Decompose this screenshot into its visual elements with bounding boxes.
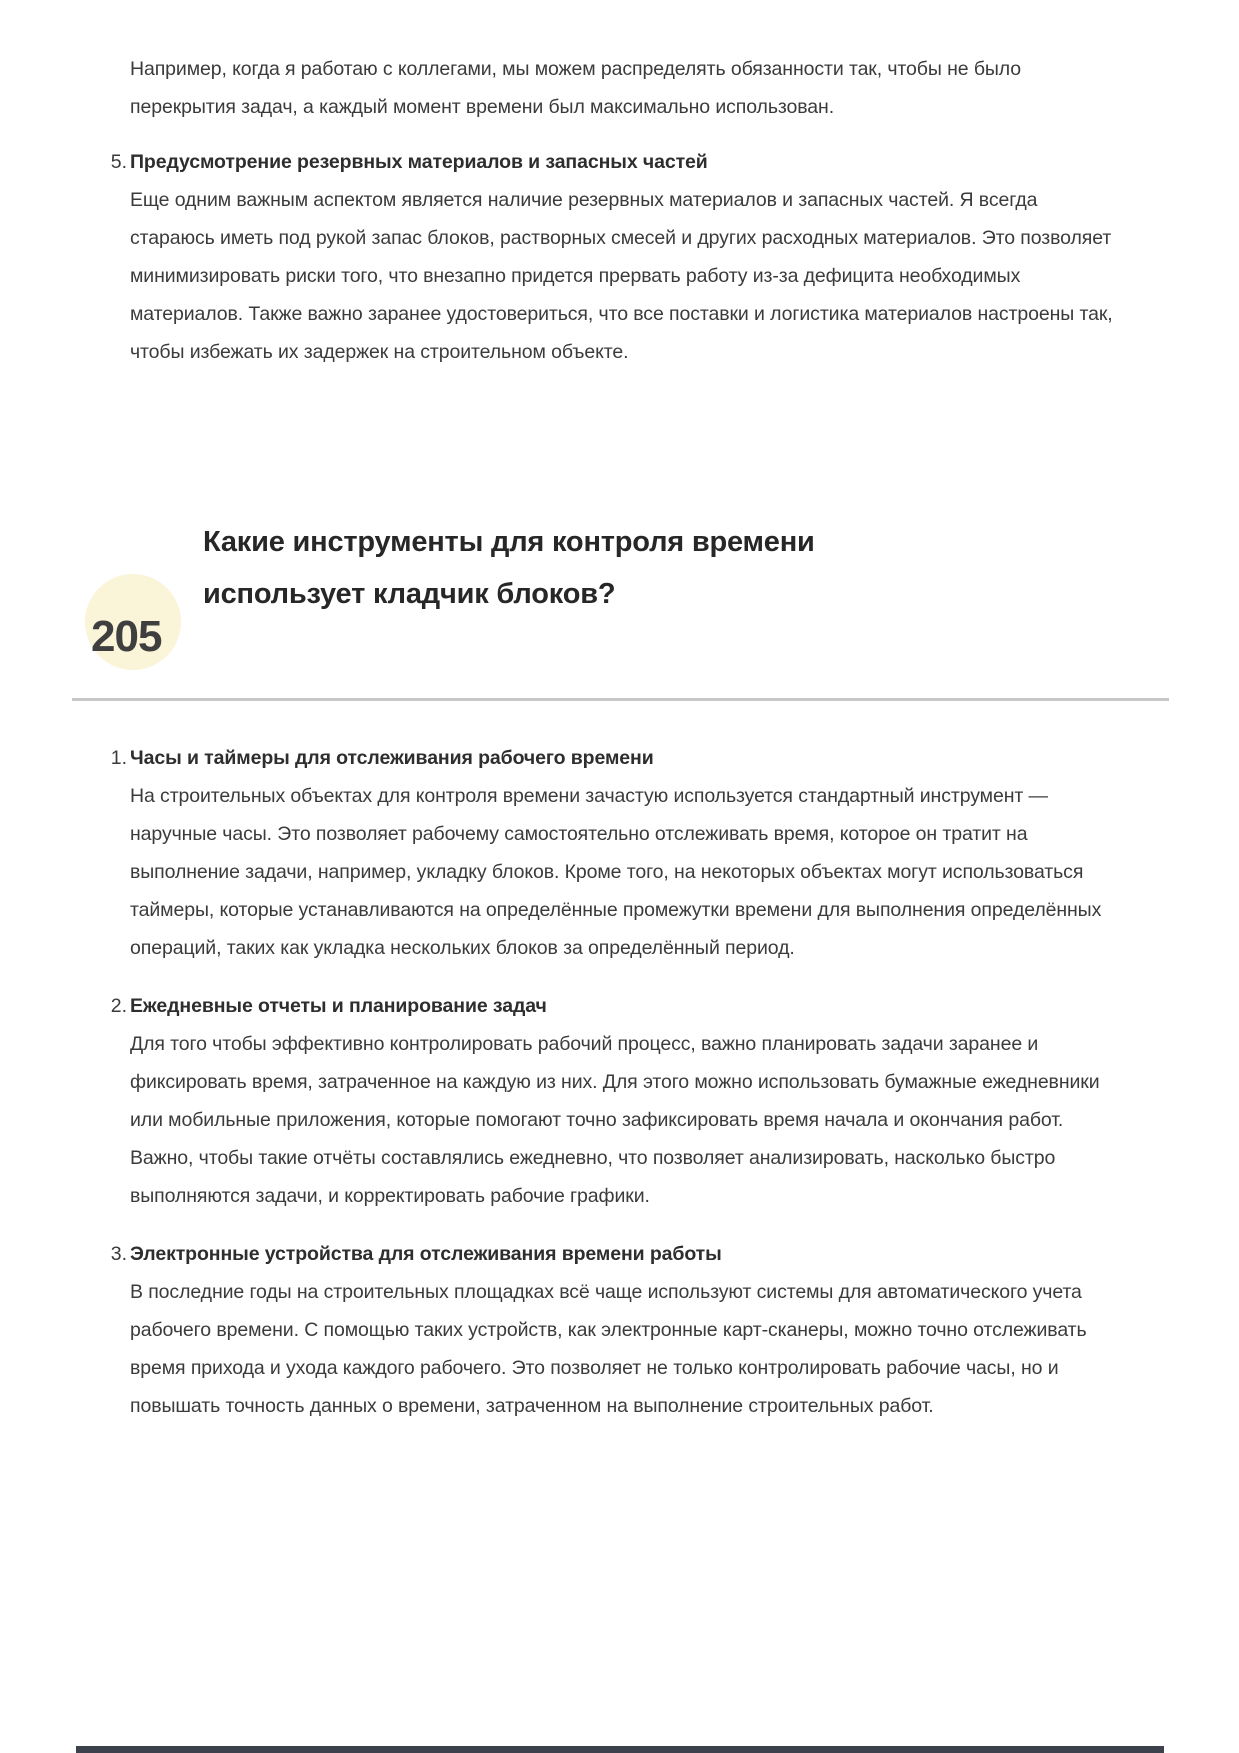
list-item-content	[130, 739, 1114, 967]
list-item-title: Часы и таймеры для отслеживания рабочего времени	[130, 747, 654, 769]
list-item-title: Предусмотрение резервных материалов и запасных частей	[130, 151, 708, 173]
list-item-body: Еще одним важным аспектом является наличие резервных материалов и запасных частей. Я всегда стараюсь иметь под рукой запас блоков, растворных смесей и других расходных материалов. Это позволяет минимизировать риски того, что внезапно придется прервать работу из-за дефицита необходимых материалов. Также важно заранее удостовериться, что все поставки и логистика материалов настроены так, чтобы избежать их задержек на строительном объекте.	[130, 189, 1113, 363]
list-item-content	[130, 987, 1114, 1215]
list-number: 2.	[110, 995, 127, 1017]
list-number: 1.	[110, 747, 127, 769]
list-item-content	[130, 143, 1114, 371]
next-section-top-edge	[76, 1746, 1164, 1753]
list-item-1	[103, 739, 1114, 967]
list-item-title: Электронные устройства для отслеживания времени работы	[130, 1243, 722, 1265]
question-number-badge	[85, 574, 181, 670]
list-item-body: В последние годы на строительных площадках всё чаще используют системы для автоматического учета рабочего времени. С помощью таких устройств, как электронные карт-сканеры, можно точно отслеживать время прихода и ухода каждого рабочего. Это позволяет не только контролировать рабочие часы, но и повышать точность данных о времени, затраченном на выполнение строительных работ.	[130, 1281, 1087, 1417]
section-divider	[72, 698, 1169, 701]
paragraph-intro: Например, когда я работаю с коллегами, мы можем распределять обязанности так, чтобы не было перекрытия задач, а каждый момент времени был максимально использован.	[130, 58, 1022, 118]
question-title	[203, 516, 815, 620]
question-header	[85, 516, 1114, 670]
list-item-2	[103, 987, 1114, 1215]
list-item-body: Для того чтобы эффективно контролировать рабочий процесс, важно планировать задачи заранее и фиксировать время, затраченное на каждую из них. Для этого можно использовать бумажные ежедневники или мобильные приложения, которые помогают точно зафиксировать время начала и окончания работ. Важно, чтобы такие отчёты составлялись ежедневно, что позволяет анализировать, насколько быстро выполняются задачи, и корректировать рабочие графики.	[130, 1033, 1100, 1207]
question-number: 205	[91, 612, 162, 661]
list-item-5	[103, 143, 1114, 371]
list-item-title: Ежедневные отчеты и планирование задач	[130, 995, 547, 1017]
list-item-content	[130, 1235, 1114, 1425]
answer-list	[110, 739, 1114, 1425]
question-title-line1: Какие инструменты для контроля времени	[203, 526, 815, 558]
question-title-line2: использует кладчик блоков?	[203, 578, 616, 610]
list-number: 3.	[110, 1243, 127, 1265]
list-item-body: На строительных объектах для контроля времени зачастую используется стандартный инструмент — наручные часы. Это позволяет рабочему самостоятельно отслеживать время, которое он тратит на выполнение задачи, например, укладку блоков. Кроме того, на некоторых объектах могут использоваться таймеры, которые устанавливаются на определённые промежутки времени для выполнения определённых операций, таких как укладка нескольких блоков за определённый период.	[130, 785, 1102, 959]
list-item-3	[103, 1235, 1114, 1425]
list-number: 5.	[110, 151, 127, 173]
